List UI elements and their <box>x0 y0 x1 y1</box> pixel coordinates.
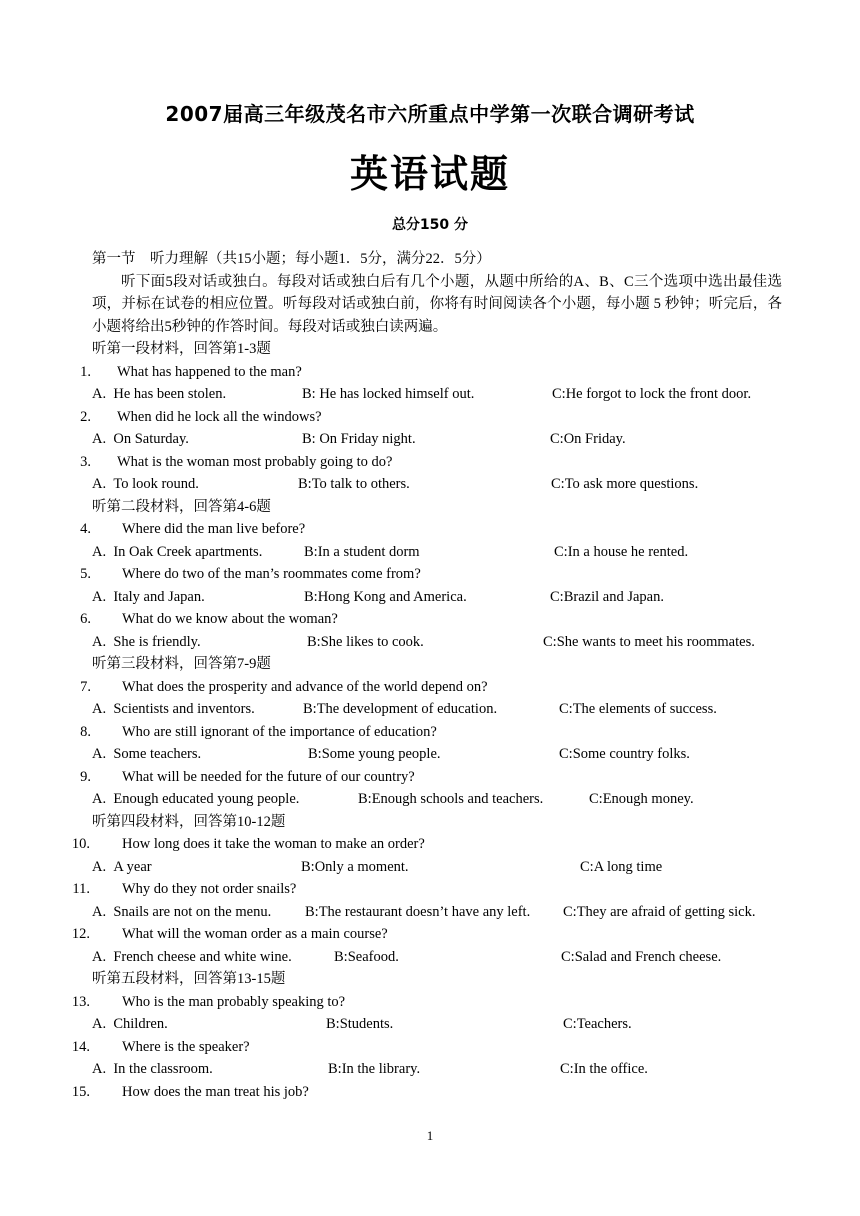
options-row <box>0 743 860 766</box>
option-a[interactable]: A. French cheese and white wine. <box>92 948 292 965</box>
exam-title: 2007届高三年级茂名市六所重点中学第一次联合调研考试 <box>165 102 695 126</box>
page-number: 1 <box>426 1128 434 1143</box>
option-b[interactable]: B:The development of education. <box>303 701 498 717</box>
options-row <box>0 631 860 654</box>
options-row <box>0 856 860 879</box>
options-row <box>0 788 860 811</box>
option-c[interactable]: C:Some country folks. <box>559 746 690 762</box>
option-b[interactable]: B:In a student dorm <box>304 543 420 560</box>
question-text: Who is the man probably speaking to? <box>122 993 346 1010</box>
option-a[interactable]: A. In Oak Creek apartments. <box>92 543 263 560</box>
question-row <box>0 518 860 541</box>
group-label: 听第三段材料，回答第7-9题 <box>92 656 271 672</box>
options-row <box>0 1058 860 1081</box>
option-b[interactable]: B:Seafood. <box>334 948 399 965</box>
option-c[interactable]: C:The elements of success. <box>559 701 717 717</box>
question-row <box>0 721 860 744</box>
question-row <box>0 563 860 586</box>
options-row <box>0 946 860 969</box>
option-a[interactable]: A. To look round. <box>92 476 199 492</box>
question-number: 8. <box>80 723 91 740</box>
options-row <box>0 901 860 924</box>
option-c[interactable]: C:A long time <box>580 858 663 875</box>
option-a[interactable]: A. Children. <box>92 1016 168 1032</box>
option-c[interactable]: C:He forgot to lock the front door. <box>552 386 752 402</box>
question-number: 9. <box>80 768 91 785</box>
group-label: 听第二段材料，回答第4-6题 <box>92 498 271 515</box>
question-number: 10. <box>71 836 90 852</box>
total-score: 总分150 分 <box>391 217 469 233</box>
option-a[interactable]: A. Scientists and inventors. <box>92 701 255 717</box>
question-text: Why do they not order snails? <box>122 881 297 897</box>
question-text: When did he lock all the windows? <box>117 408 322 425</box>
option-c[interactable]: C:To ask more questions. <box>551 476 699 492</box>
question-row <box>0 406 860 429</box>
question-groups <box>0 338 860 1103</box>
question-row <box>0 1036 860 1059</box>
question-row <box>0 833 860 856</box>
option-a[interactable]: A. She is friendly. <box>92 633 201 650</box>
question-number: 5. <box>80 566 91 582</box>
option-a[interactable]: A. Snails are not on the menu. <box>92 903 272 920</box>
question-number: 4. <box>80 521 91 537</box>
question-row <box>0 451 860 474</box>
question-text: Where did the man live before? <box>122 521 306 537</box>
question-text: What will be needed for the future of our country? <box>122 768 415 785</box>
options-row <box>0 383 860 406</box>
options-row <box>0 541 860 564</box>
option-a[interactable]: A. Enough educated young people. <box>92 791 300 807</box>
option-a[interactable]: A. In the classroom. <box>92 1061 213 1077</box>
option-c[interactable]: C:On Friday. <box>550 431 626 447</box>
question-number: 1. <box>80 363 91 380</box>
group-label: 听第四段材料，回答第10-12题 <box>92 813 286 830</box>
option-c[interactable]: C:In a house he rented. <box>554 543 689 560</box>
option-b[interactable]: B:Students. <box>326 1016 394 1032</box>
options-row <box>0 698 860 721</box>
question-row <box>0 766 860 789</box>
question-text: How long does it take the woman to make an order? <box>122 836 425 852</box>
question-text: What is the woman most probably going to do? <box>117 453 393 470</box>
question-number: 15. <box>71 1083 90 1100</box>
question-number: 2. <box>80 408 91 425</box>
option-b[interactable]: B:To talk to others. <box>298 476 410 492</box>
question-row <box>0 991 860 1014</box>
group-label: 听第一段材料，回答第1-3题 <box>92 341 271 357</box>
option-b[interactable]: B:The restaurant doesn’t have any left. <box>305 903 531 920</box>
question-row <box>0 923 860 946</box>
exam-content <box>0 248 860 1103</box>
option-a[interactable]: A. On Saturday. <box>92 431 189 447</box>
option-a[interactable]: A. He has been stolen. <box>92 386 227 402</box>
option-c[interactable]: C:Teachers. <box>563 1016 632 1032</box>
question-text: Who are still ignorant of the importance of education? <box>122 723 437 740</box>
option-b[interactable]: B:In the library. <box>328 1061 421 1077</box>
option-b[interactable]: B:She likes to cook. <box>307 633 424 650</box>
option-a[interactable]: A. Some teachers. <box>92 746 202 762</box>
options-row <box>0 473 860 496</box>
question-row <box>0 361 860 384</box>
question-number: 12. <box>71 926 90 942</box>
question-row <box>0 608 860 631</box>
question-text: Where do two of the man’s roommates come from? <box>122 566 421 582</box>
question-text: What does the prosperity and advance of the world depend on? <box>122 678 488 695</box>
option-b[interactable]: B:Only a moment. <box>301 858 409 875</box>
question-row <box>0 676 860 699</box>
option-b[interactable]: B:Some young people. <box>308 746 441 762</box>
question-number: 7. <box>80 678 91 695</box>
question-number: 14. <box>71 1038 90 1055</box>
question-number: 6. <box>80 611 91 627</box>
option-c[interactable]: C:They are afraid of getting sick. <box>563 903 756 920</box>
options-row <box>0 1013 860 1036</box>
options-row <box>0 586 860 609</box>
option-a[interactable]: A. Italy and Japan. <box>92 588 205 605</box>
option-a[interactable]: A. A year <box>92 858 152 875</box>
option-c[interactable]: C:She wants to meet his roommates. <box>543 633 755 650</box>
option-b[interactable]: B:Hong Kong and America. <box>304 588 467 605</box>
question-text: What do we know about the woman? <box>122 611 338 627</box>
section-heading: 第一节 听力理解（共15小题；每小题1．5分，满分22．5分） <box>92 251 491 267</box>
question-number: 3. <box>80 453 91 470</box>
option-c[interactable]: C:In the office. <box>560 1061 648 1077</box>
question-row <box>0 1081 860 1104</box>
option-b[interactable]: B:Enough schools and teachers. <box>358 791 544 807</box>
question-row <box>0 878 860 901</box>
option-b[interactable]: B: On Friday night. <box>302 431 416 447</box>
question-number: 13. <box>71 993 90 1010</box>
option-b[interactable]: B: He has locked himself out. <box>302 386 475 402</box>
question-text: What will the woman order as a main course? <box>122 926 388 942</box>
option-c[interactable]: C:Salad and French cheese. <box>561 948 722 965</box>
question-text: How does the man treat his job? <box>122 1083 309 1100</box>
option-c[interactable]: C:Enough money. <box>589 791 694 807</box>
section-instructions: 听下面5段对话或独白。每段对话或独白后有几个小题，从题中所给的A、B、C三个选项中选出最佳选项，并标在试卷的相应位置。听每段对话或独白前，你将有时间阅读各个小题，每小题 5 秒钟；听完后，各小题将给出5秒钟的作答时间。每段对话或独白读两遍。 <box>92 273 782 335</box>
subject-title: 英语试题 <box>349 151 510 196</box>
question-text: Where is the speaker? <box>122 1038 250 1055</box>
question-number: 11. <box>72 881 90 897</box>
options-row <box>0 428 860 451</box>
question-text: What has happened to the man? <box>117 363 302 380</box>
group-label: 听第五段材料，回答第13-15题 <box>92 971 286 987</box>
option-c[interactable]: C:Brazil and Japan. <box>550 588 664 605</box>
